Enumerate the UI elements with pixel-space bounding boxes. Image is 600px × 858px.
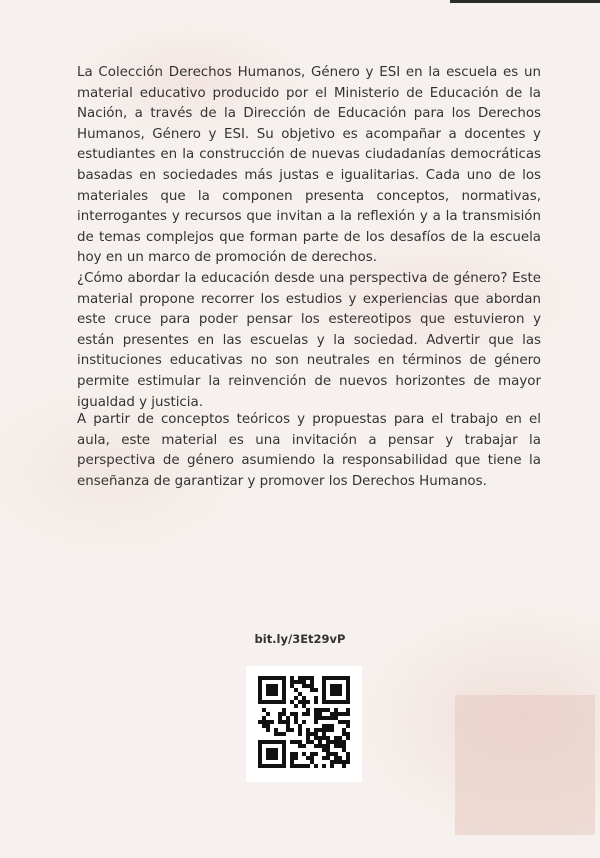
scan-edge-strip [450,0,600,3]
description-paragraph-1: La Colección Derechos Humanos, Género y ESI en la escuela es un material educativo producido por el Ministerio de Educación de la Nación, a través de la Dirección de Educación para los Derechos Humanos, Género y ESI. Su objetivo es acompañar a docentes y estudiantes en la construcción de nuevas ciudadanías democráticas basadas en sociedades más justas e igualitarias. Cada uno de los materiales que la componen presenta conceptos, normativas, interrogantes y recursos que invitan a la reflexión y a la transmisión de temas complejos que forman parte de los desafíos de la escuela hoy en un marco de promoción de derechos. [77,65,541,266]
qr-code-icon [258,676,350,768]
short-link[interactable]: bit.ly/3Et29vP [254,632,346,646]
paper-stain [455,695,595,835]
qr-code[interactable] [246,666,362,782]
description-paragraph-2: ¿Cómo abordar la educación desde una perspectiva de género? Este material propone recorrer los estudios y experiencias que abordan este cruce para poder pensar los estereotipos que estuvieron y están presentes en las escuelas y la sociedad. Advertir que las instituciones educativas no son neutrales en términos de género permite estimular la reinvención de nuevos horizontes de mayor igualdad y justicia. [77,271,541,410]
description-paragraph-3: A partir de conceptos teóricos y propuestas para el trabajo en el aula, este material es una invitación a pensar y trabajar la perspectiva de género asumiendo la responsabilidad que tiene la enseñanza de garantizar y promover los Derechos Humanos. [77,412,541,489]
